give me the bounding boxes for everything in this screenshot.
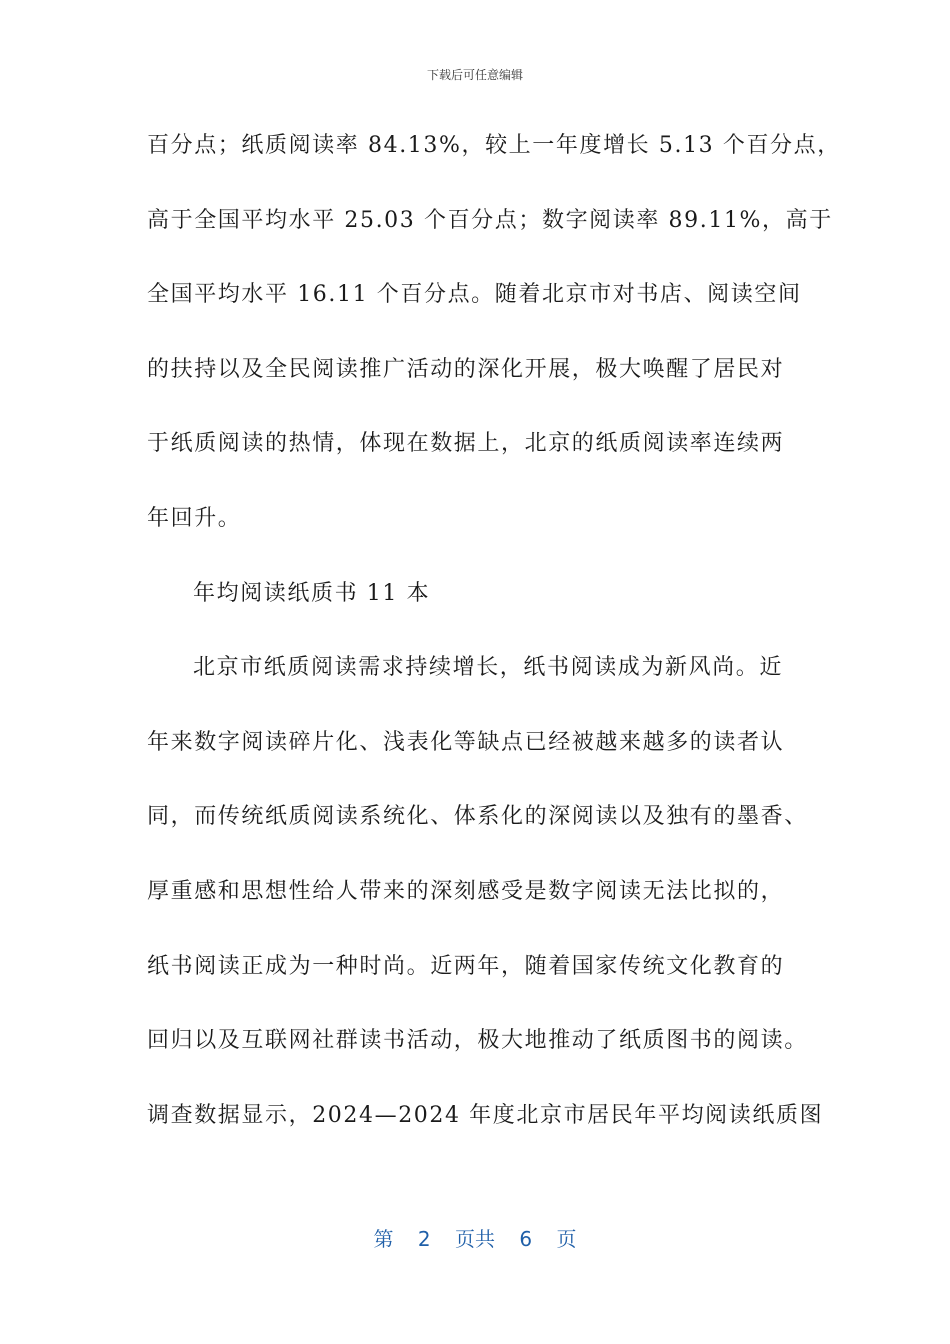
body-line: 调查数据显示，2024—2024 年度北京市居民年平均阅读纸质图 xyxy=(147,1102,824,1128)
body-line: 回归以及互联网社群读书活动，极大地推动了纸质图书的阅读。 xyxy=(147,1028,808,1054)
body-line: 纸书阅读正成为一种时尚。近两年，随着国家传统文化教育的 xyxy=(147,953,785,979)
body-line: 百分点；纸质阅读率 84.13%，较上一年度增长 5.13 个百分点， xyxy=(147,133,841,158)
total-pages-number: 6 xyxy=(519,1227,533,1251)
section-subheading: 年均阅读纸质书 11 本 xyxy=(193,580,431,606)
document-body xyxy=(147,120,841,1164)
page-label-middle: 页共 xyxy=(455,1227,495,1251)
body-line: 同，而传统纸质阅读系统化、体系化的深阅读以及独有的墨香、 xyxy=(147,804,808,830)
body-line: 于纸质阅读的热情，体现在数据上，北京的纸质阅读率连续两 xyxy=(147,431,785,457)
body-line: 年来数字阅读碎片化、浅表化等缺点已经被越来越多的读者认 xyxy=(147,729,785,755)
body-line: 全国平均水平 16.11 个百分点。随着北京市对书店、阅读空间 xyxy=(147,282,802,308)
page-label-prefix: 第 xyxy=(373,1227,394,1251)
body-line: 年回升。 xyxy=(147,505,242,531)
body-line: 高于全国平均水平 25.03 个百分点；数字阅读率 89.11%，高于 xyxy=(147,207,833,233)
current-page-number: 2 xyxy=(417,1227,431,1251)
body-line: 厚重感和思想性给人带来的深刻感受是数字阅读无法比拟的， xyxy=(147,878,785,904)
page-number-footer xyxy=(0,1225,950,1253)
page-label-suffix: 页 xyxy=(556,1227,577,1251)
page-header-note: 下载后可任意编辑 xyxy=(426,68,523,82)
body-line: 北京市纸质阅读需求持续增长，纸书阅读成为新风尚。近 xyxy=(193,655,784,681)
body-line: 的扶持以及全民阅读推广活动的深化开展，极大唤醒了居民对 xyxy=(147,356,785,382)
